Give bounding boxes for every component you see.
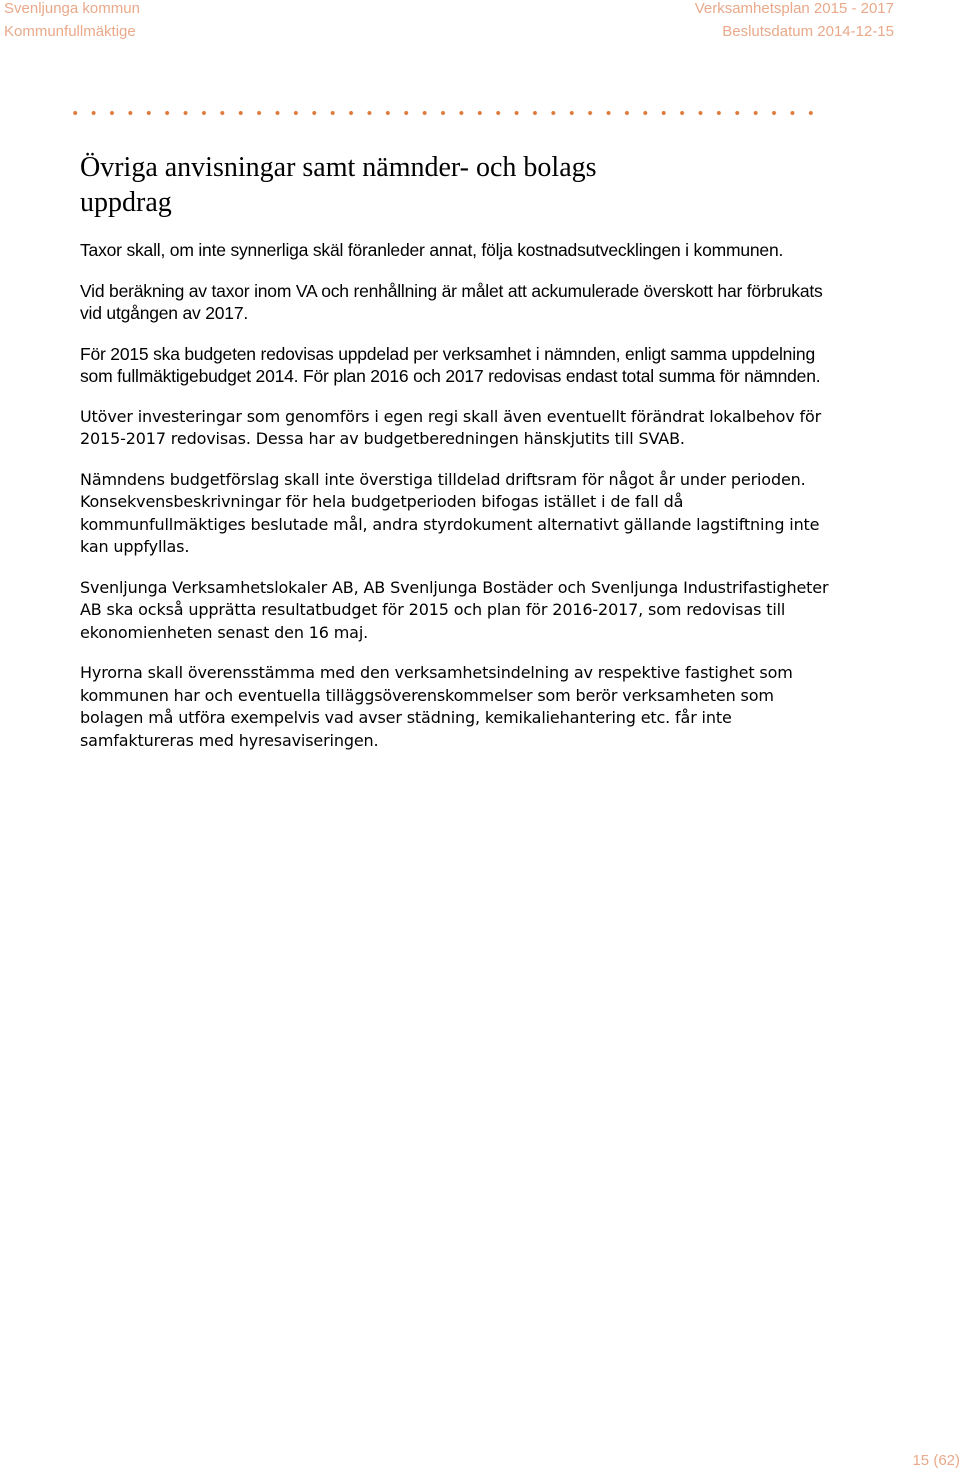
paragraph-budget-2015: För 2015 ska budgeten redovisas uppdelad per verksamhet i nämnden, enligt samma uppdelning som fullmäktigebudget 2014. För plan 2016 och 2017 redovisas endast total summa för nämnden. (80, 343, 821, 386)
page-title (80, 150, 840, 220)
document-content (80, 150, 840, 770)
paragraph-companies: Svenljunga Verksamhetslokaler AB, AB Svenljunga Bostäder och Svenljunga Industrifastigheter AB ska också upprätta resultatbudget för 2015 och plan för 2016-2017, som redovisas till ekonomienheten senast den 16 maj. (80, 577, 829, 642)
paragraph-budget-proposal: Nämndens budgetförslag skall inte överstiga tilldelad driftsram för något år under perioden. Konsekvensbeskrivningar för hela budgetperioden bifogas istället i de fall då kommunfullmäktiges beslutade mål, andra styrdokument alternativt gällande lagstiftning inte kan uppfyllas. (80, 469, 820, 556)
paragraph-rents: Hyrorna skall överensstämma med den verksamhetsindelning av respektive fastighet som kommunen har och eventuella tilläggsöverenskommelser som berör verksamheten som bolagen må utföra exempelvis vad avser städning, kemikaliehantering etc. får inte samfaktureras med hyresaviseringen. (80, 663, 793, 750)
paragraph-taxes: Taxor skall, om inte synnerliga skäl föranleder annat, följa kostnadsutvecklingen i kommunen. (80, 240, 784, 260)
header-body: Kommunfullmäktige (4, 23, 136, 40)
header-organization: Svenljunga kommun (4, 0, 140, 17)
page-title-line-2: uppdrag (80, 187, 172, 218)
paragraph-va-renhallning: Vid beräkning av taxor inom VA och renhållning är målet att ackumulerade överskott har förbrukats vid utgången av 2017. (80, 280, 823, 323)
page-title-line-1: Övriga anvisningar samt nämnder- och bolags (80, 152, 597, 183)
dotted-divider (66, 108, 818, 118)
header-plan: Verksamhetsplan 2015 - 2017 (694, 0, 894, 17)
header-decision-date: Beslutsdatum 2014-12-15 (722, 23, 894, 40)
page-number: 15 (62) (912, 1452, 960, 1469)
paragraph-investments: Utöver investeringar som genomförs i egen regi skall även eventuellt förändrat lokalbehov för 2015-2017 redovisas. Dessa har av budgetberedningen hänskjutits till SVAB. (80, 406, 822, 448)
